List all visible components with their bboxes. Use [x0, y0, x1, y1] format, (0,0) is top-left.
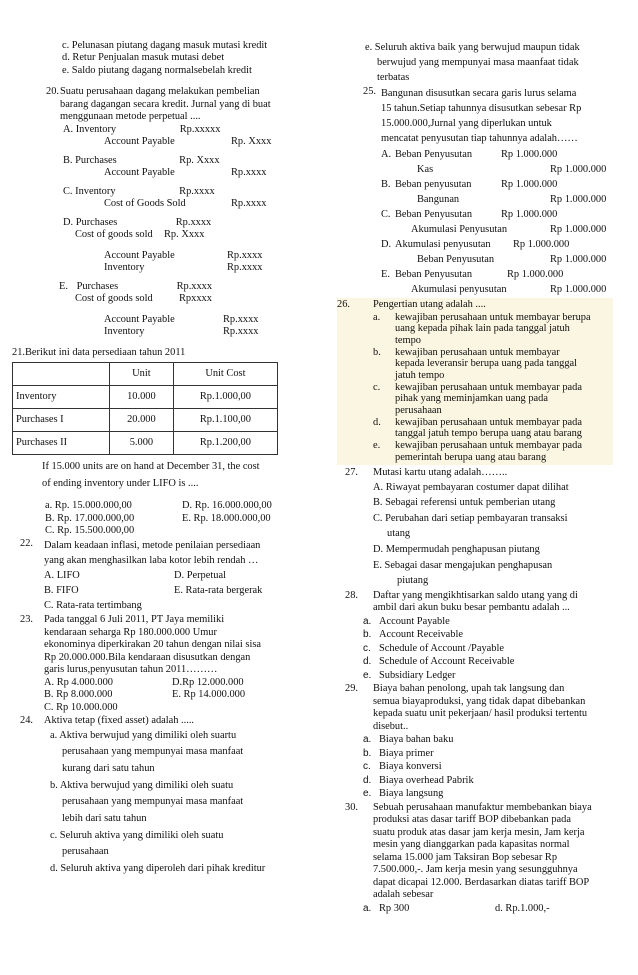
q24-option-b: b. Aktiva berwujud yang dimiliki oleh suatu	[50, 779, 234, 791]
table-header-row: Unit Unit Cost	[13, 363, 278, 386]
q24-stem: Aktiva tetap (fixed asset) adalah .....	[44, 715, 195, 727]
question-21	[12, 347, 317, 538]
q28-option-a: a. Account Payable	[363, 615, 450, 627]
q24-number: 24.	[20, 715, 33, 727]
q25-number: 25.	[363, 86, 376, 98]
q27-option-e: E. Sebagai dasar mengajukan penghapusan	[373, 559, 553, 571]
q20-option-c: C. Inventory Rp.xxxx Cost of Goods Sold Rp.xxxx	[63, 185, 267, 210]
q27-option-a: A. Riwayat pembayaran costumer dapat dilihat	[373, 481, 569, 493]
q19-tail	[32, 40, 317, 77]
q27-option-c: C. Perubahan dari setiap pembayaran transaksi	[373, 512, 568, 524]
q29-option-e: e. Biaya langsung	[363, 788, 444, 800]
q23-option-d: D.Rp 12.000.000	[172, 676, 244, 688]
q20-option-b: B. Purchases Rp. Xxxx Account Payable Rp.xxxx	[63, 154, 267, 179]
question-23: 23. Pada tanggal 6 Juli 2011, PT Jaya memiliki kendaraan seharga Rp 180.000.000 Umur ekonominya diperkirakan 20 tahun dengan nilai sisa Rp 20.000.000.Bila kendaraan disusutkan dengan garis lurus,penyusutan tahun 2011……… A. Rp 4.000.000 D.Rp 12.000.000 B. Rp 8.000.000 E. Rp 14.000.000 C. Rp 10.000.000	[20, 614, 317, 714]
q23-option-e: E. Rp 14.000.000	[172, 689, 246, 701]
q22-option-a: A. LIFO	[44, 570, 80, 582]
q21-question-1: If 15.000 units are on hand at December 31, the cost	[42, 461, 260, 473]
q27-option-d: D. Mempermudah penghapusan piutang	[373, 544, 540, 556]
q26-stem: Pengertian utang adalah ....	[373, 299, 486, 311]
q25-option-c: C. Beban Penyusutan Rp 1.000.000 Akumulasi Penyusutan Rp 1.000.000	[381, 208, 607, 235]
q30-letter-a: a.	[363, 902, 372, 914]
q20-option-e: E. Purchases Rp.xxxx Cost of goods sold Rpxxxx Account Payable Rp.xxxx Inventory Rp.xxxx	[59, 280, 259, 338]
q26-option-a: a. kewajiban perusahaan untuk membayar berupa uang kepada pihak lain pada tanggal jatuh tempo	[373, 311, 591, 347]
q21-option-a: a. Rp. 15.000.000,00	[45, 500, 132, 512]
q21-option-b: B. Rp. 17.000.000,00	[45, 512, 135, 524]
q26-number: 26.	[337, 299, 350, 311]
q26-option-e: e. kewajiban perusahaan untuk membayar pada pemerintah berupa uang atau barang	[373, 439, 582, 463]
q27-option-b: B. Sebagai referensi untuk pemberian utang	[373, 497, 556, 509]
q26-option-b: b. kewajiban perusahaan untuk membayar kepada leveransir berupa uang pada tanggal jatuh tempo	[373, 346, 578, 382]
question-22: 22. Dalam keadaan inflasi, metode penilaian persediaan yang akan menghasilkan laba kotor lebih rendah … A. LIFO D. Perpetual B. FIFO E. Rata-rata bergerak C. Rata-rata tertimbang	[20, 538, 317, 613]
table-row: Purchases II 5.000 Rp.1.200,00	[13, 432, 278, 455]
q29-option-d: d. Biaya overhead Pabrik	[363, 774, 474, 786]
q23-option-c: C. Rp 10.000.000	[44, 701, 118, 713]
q20-stem-3: menggunaan metode perpetual ....	[60, 111, 201, 123]
q29-number: 29.	[345, 683, 358, 695]
q26-option-d: d. kewajiban perusahaan untuk membayar pada tanggal jatuh tempo berupa uang atau barang	[373, 416, 582, 440]
q26-option-c: c. kewajiban perusahaan untuk membayar pada pihak yang meminjamkan uang pada perusahaan	[373, 381, 582, 416]
q24-option-a: a. Aktiva berwujud yang dimiliki oleh suartu	[50, 729, 237, 741]
question-27: 27. Mutasi kartu utang adalah…….. A. Riwayat pembayaran costumer dapat dilihat B. Sebagai referensi untuk pemberian utang C. Perubahan dari setiap pembayaran transaksi utang D. Mempermudah penghapusan piutang E. Sebagai dasar mengajukan penghapusan piutang	[337, 467, 613, 589]
question-20	[32, 86, 317, 338]
q25-option-b: B. Beban penyusutan Rp 1.000.000 Bangunan Rp 1.000.000	[381, 178, 607, 205]
inventory-table	[12, 362, 278, 455]
right-column	[337, 40, 613, 915]
question-30: 30. Sebuah perusahaan manufaktur membebankan biaya produksi atas dasar tariff BOP dibebankan pada suatu produk atas dasar jam kerja mesin, Jam kerja mesin yang dianggarkan pada kapasitas normal selama 15.000 jam Taksiran Bop sebesar Rp 7.500.000,-. Jam kerja mesin yang sesungguhnya dapat dicapai 12.000. Berdasarkan diatas tariff BOP adalah sebesar a. Rp 300 d. Rp.1.000,-	[337, 802, 613, 915]
q25-option-a: A. Beban Penyusutan Rp 1.000.000 Kas Rp 1.000.000	[381, 148, 607, 175]
q19-option-e: e. Saldo piutang dagang normalsebelah kredit	[62, 64, 252, 76]
q23-number: 23.	[20, 614, 33, 626]
q24-option-c: c. Seluruh aktiva yang dimiliki oleh suatu	[50, 829, 224, 841]
question-28: 28. Daftar yang mengikhtisarkan saldo utang yang di ambil dari akun buku besar pembantu adalah ... a. Account Payable b. Account Receivable c. Schedule of Account /Payable d. Schedule of Account Receivable e. Subsidiary Ledger	[337, 590, 613, 683]
q25-option-e: E. Beban Penyusutan Rp 1.000.000 Akumulasi penyusutan Rp 1.000.000	[381, 269, 607, 296]
q28-number: 28.	[345, 589, 358, 601]
q22-number: 22.	[20, 537, 33, 549]
q24-option-e: e. Seluruh aktiva baik yang berwujud maupun tidak berwujud yang mempunyai masa maanfaat tidak terbatas	[365, 42, 580, 84]
q28-option-e: e. Subsidiary Ledger	[363, 669, 456, 681]
q20-option-a: A. Inventory Rp.xxxxx Account Payable Rp. Xxxx	[63, 123, 272, 148]
q23-option-b: B. Rp 8.000.000	[44, 689, 113, 701]
question-25: 25. Bangunan disusutkan secara garis lurus selama 15 tahun.Setiap tahunnya disusutkan sebesar Rp 15.000.000,Jurnal yang diperlukan untuk mencatat penyusutan tiap tahunnya adalah…… A. Beban Penyusutan Rp 1.000.000 Kas Rp 1.000.000 B. Beban penyusutan Rp 1.000.000 Bangunan Rp 1.000.000 C. Beban Penyusutan Rp 1.000.000 Akumulasi Penyusutan Rp 1.000.000 D. Akumulasi penyusutan Rp 1.000.000 Beban Penyusutan Rp 1.000.000 E. Beban Penyusutan Rp 1.000.000 Akumulasi penyusutan Rp 1.000.000	[363, 86, 613, 297]
q30-option-a: Rp 300	[379, 902, 410, 914]
q30-number: 30.	[345, 801, 358, 813]
q21-question-2: of ending inventory under LIFO is ....	[42, 477, 199, 489]
question-26	[337, 298, 613, 465]
q22-option-e: E. Rata-rata bergerak	[174, 585, 263, 597]
q29-option-a: a. Biaya bahan baku	[363, 734, 454, 746]
q29-option-c: c. Biaya konversi	[363, 761, 442, 773]
q27-number: 27.	[345, 467, 358, 479]
q21-option-c: C. Rp. 15.500.000,00	[45, 525, 135, 537]
q20-option-d: D. Purchases Rp.xxxx Cost of goods sold Rp. Xxxx Account Payable Rp.xxxx Inventory Rp.xxxx	[63, 216, 263, 274]
q20-stem-2: barang dagangan secara kredit. Jurnal yang di buat	[60, 98, 271, 110]
q29-option-b: b. Biaya primer	[363, 747, 434, 759]
q21-option-e: E. Rp. 18.000.000,00	[182, 512, 271, 524]
q20-stem-1: Suatu perusahaan dagang melakukan pembelian	[60, 86, 260, 98]
q22-option-c: C. Rata-rata tertimbang	[44, 600, 142, 612]
q19-option-c: c. Pelunasan piutang dagang masuk mutasi kredit	[62, 40, 268, 51]
question-24: 24. Aktiva tetap (fixed asset) adalah ..... a. Aktiva berwujud yang dimiliki oleh suartu perusahaan yang mempunyai masa manfaat kurang dari satu tahun b. Aktiva berwujud yang dimiliki oleh suatu perusahaan yang mempunyai masa manfaat lebih dari satu tahun c. Seluruh aktiva yang dimiliki oleh suatu perusahaan d. Seluruh aktiva yang diperoleh dari pihak kreditur	[20, 715, 317, 877]
q28-option-b: b. Account Receivable	[363, 629, 463, 641]
q28-option-c: c. Schedule of Account /Payable	[363, 642, 504, 654]
q24-option-d: d. Seluruh aktiva yang diperoleh dari pihak kreditur	[50, 862, 266, 874]
table-row: Purchases I 20.000 Rp.1.100,00	[13, 409, 278, 432]
q21-stem: 21.Berikut ini data persediaan tahun 2011	[12, 346, 186, 358]
q27-stem: Mutasi kartu utang adalah……..	[373, 467, 508, 479]
q21-option-d: D. Rp. 16.000.000,00	[182, 500, 272, 512]
q23-option-a: A. Rp 4.000.000	[44, 676, 113, 688]
q22-option-d: D. Perpetual	[174, 570, 226, 582]
question-29: 29. Biaya bahan penolong, upah tak langsung dan semua biayaproduksi, yang tidak dapat dibebankan kepada suatu unit pekerjaan/ hasil produksi tertentu disebut.. a. Biaya bahan baku b. Biaya primer c. Biaya konversi d. Biaya overhead Pabrik e. Biaya langsung	[337, 683, 613, 801]
q19-option-d: d. Retur Penjualan masuk mutasi debet	[62, 52, 225, 64]
q20-number: 20.	[46, 86, 59, 98]
table-row: Inventory 10.000 Rp.1.000,00	[13, 386, 278, 409]
q28-option-d: d. Schedule of Account Receivable	[363, 656, 515, 668]
q25-option-d: D. Akumulasi penyusutan Rp 1.000.000 Beban Penyusutan Rp 1.000.000	[381, 239, 607, 266]
q30-option-d: d. Rp.1.000,-	[495, 902, 550, 914]
left-column	[12, 40, 317, 877]
q22-option-b: B. FIFO	[44, 585, 79, 597]
